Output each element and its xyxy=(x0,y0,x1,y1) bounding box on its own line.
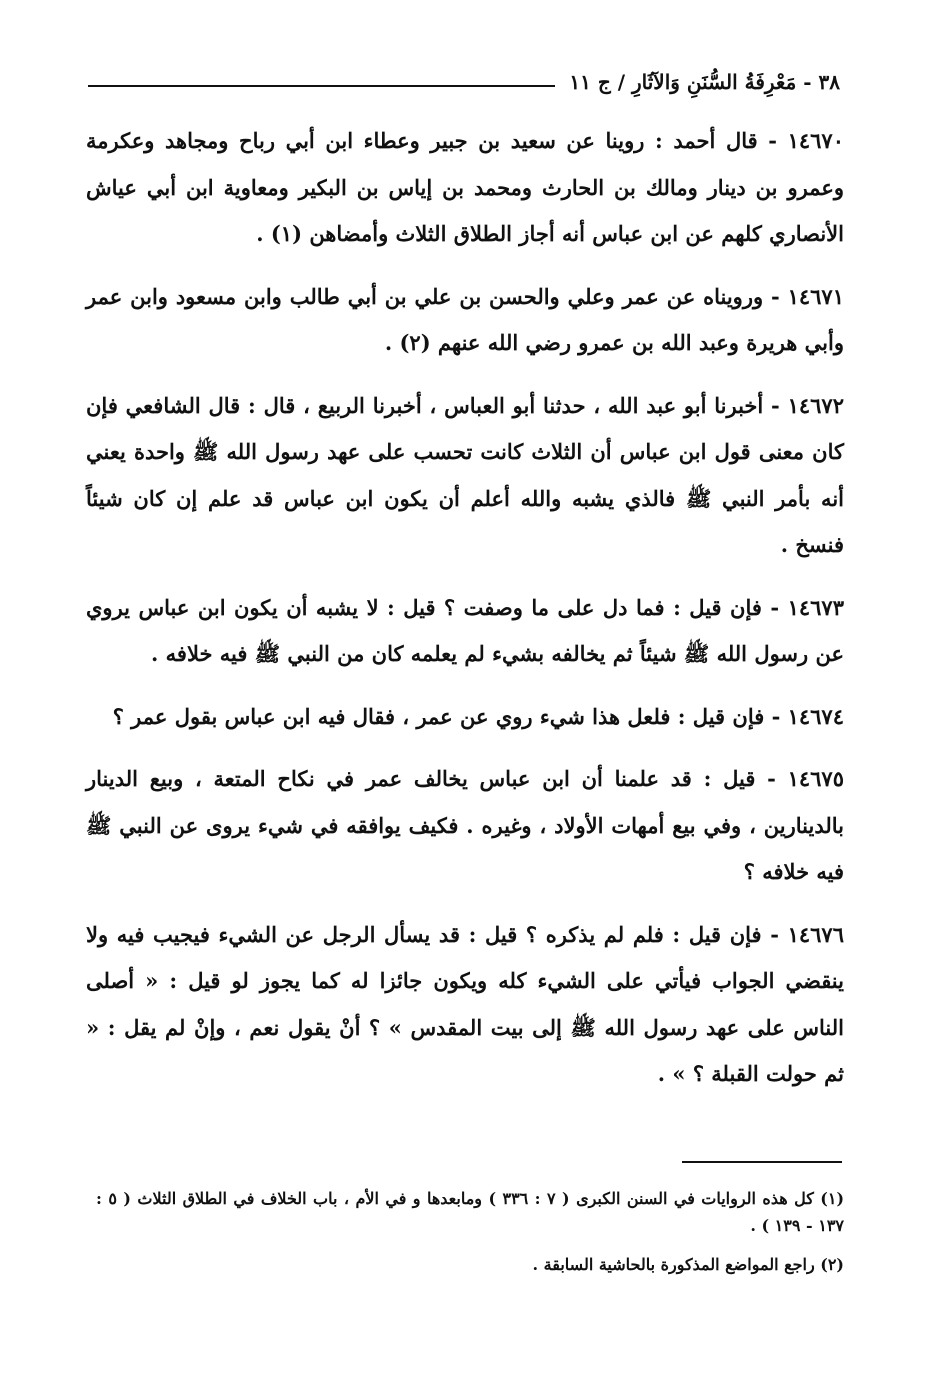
footnote-1: (١) كل هذه الروايات في السنن الكبرى ( ٧ : ٣٣٦ ) ومابعدها و في الأم ، باب الخلاف في الطلاق الثلاث ( ٥ : ١٣٧ - ١٣٩ ) . xyxy=(96,1189,845,1235)
paragraph-14674: ١٤٦٧٤ - فإن قيل : فلعل هذا شيء روي عن عمر ، فقال فيه ابن عباس بقول عمر ؟ xyxy=(112,703,844,729)
header-rule xyxy=(88,85,555,87)
paragraph-14671: ١٤٦٧١ - ورويناه عن عمر وعلي والحسن بن علي بن أبي طالب وابن مسعود وابن عمر وأبي هريرة وعبد الله بن عمرو رضي الله عنهم (٢) . xyxy=(86,283,844,355)
paragraph-14672: ١٤٦٧٢ - أخبرنا أبو عبد الله ، حدثنا أبو العباس ، أخبرنا الربيع ، قال : قال الشافعي فإن كان معنى قول ابن عباس أن الثلاث كانت تحسب على عهد رسول الله ﷺ واحدة يعني أنه بأمر النبي ﷺ فالذي يشبه والله أعلم أن يكون ابن عباس قد علم إن كان شيئاً فنسخ . xyxy=(86,392,845,557)
paragraph-14676: ١٤٦٧٦ - فإن قيل : فلم لم يذكره ؟ قيل : قد يسأل الرجل عن الشيء فيجيب فيه ولا ينقضي الجواب فيأتي على الشيء كله ويكون جائزا له كما يجوز لو قيل : « أصلى الناس على عهد رسول الله ﷺ إلى بيت المقدس » ؟ أنْ يقول نعم ، وإنْ لم يقل : « ثم حولت القبلة ؟ » . xyxy=(86,921,844,1086)
paragraph-14675: ١٤٦٧٥ - قيل : قد علمنا أن ابن عباس يخالف عمر في نكاح المتعة ، وبيع الدينار بالدينارين ، وفي بيع أمهات الأولاد ، وغيره . فكيف يوافقه في شيء يروى عن النبي ﷺ فيه خلافه ؟ xyxy=(86,766,844,884)
main-text xyxy=(86,118,844,1114)
paragraph-14670: ١٤٦٧٠ - قال أحمد : روينا عن سعيد بن جبير وعطاء ابن أبي رباح ومجاهد وعكرمة وعمرو بن دينار ومالك بن الحارث ومحمد بن إياس بن البكير ومعاوية ابن أبي عياش الأنصاري كلهم عن ابن عباس أنه أجاز الطلاق الثلاث وأمضاهن (١) . xyxy=(86,128,844,246)
paragraph-14673: ١٤٦٧٣ - فإن قيل : فما دل على ما وصفت ؟ قيل : لا يشبه أن يكون ابن عباس يروي عن رسول الله ﷺ شيئاً ثم يخالفه بشيء لم يعلمه كان من النبي ﷺ فيه خلافه . xyxy=(86,594,844,666)
header-title: ٣٨ - مَعْرِفَةُ السُّنَنِ وَالآثَارِ / ج ١١ xyxy=(569,70,840,94)
footnote-2: (٢) راجع المواضع المذكورة بالحاشية السابقة . xyxy=(532,1255,844,1274)
footnote-separator xyxy=(682,1161,842,1163)
running-header xyxy=(88,62,840,102)
footnotes xyxy=(96,1185,844,1290)
